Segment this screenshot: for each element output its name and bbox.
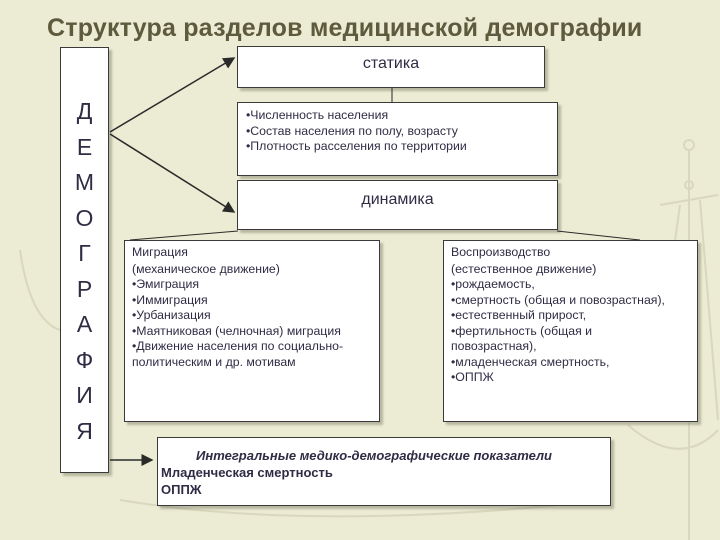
reproduction-line: •естественный прирост, [451, 308, 587, 322]
vertical-letter: А [76, 311, 93, 337]
reproduction-line: •смертность (общая и повозрастная), [451, 292, 665, 307]
vertical-letter: Я [76, 417, 93, 444]
migration-box [124, 240, 380, 422]
vertical-letter: О [75, 204, 94, 231]
migration-title: Миграция [132, 245, 188, 259]
vertical-letter: И [76, 382, 93, 408]
vertical-word-box [60, 47, 109, 473]
integral-heading: Интегральные медико-демографические показатели [196, 448, 553, 463]
migration-line: •Движение населения по социально- [132, 339, 344, 353]
statika-item: •Состав населения по полу, возрасту [246, 123, 458, 138]
vertical-letter: М [74, 169, 95, 195]
page-title: Структура разделов медицинской демографии [47, 14, 643, 42]
migration-line: •Иммиграция [132, 292, 208, 307]
reproduction-line: •младенческая смертность, [451, 354, 610, 369]
dinamika-box [237, 180, 558, 230]
statika-list-box [237, 102, 558, 176]
statika-box [237, 46, 545, 88]
statika-item: •Численность населения [246, 108, 389, 122]
integral-line: Младенческая смертность [161, 465, 333, 480]
migration-line: политическим и др. мотивам [132, 354, 296, 369]
vertical-letter: Г [78, 240, 91, 266]
reproduction-box [443, 240, 698, 422]
integral-line: ОППЖ [161, 482, 202, 497]
migration-line: •Маятниковая (челночная) миграция [132, 323, 341, 338]
reproduction-line: (естественное движение) [451, 261, 597, 276]
migration-line: (механическое движение) [132, 261, 280, 276]
dinamika-label: динамика [361, 191, 434, 208]
integral-box [157, 437, 611, 506]
statika-label: статика [362, 55, 420, 72]
reproduction-line: •ОППЖ [451, 370, 494, 384]
vertical-letter: Ф [75, 346, 94, 373]
reproduction-line: •рождаемость, [451, 277, 535, 291]
reproduction-title: Воспроизводство [451, 245, 551, 259]
statika-item: •Плотность расселения по территории [246, 139, 467, 153]
vertical-letter: Р [76, 275, 93, 302]
reproduction-line: •фертильность (общая и [451, 323, 593, 338]
migration-line: •Эмиграция [132, 277, 200, 291]
migration-line: •Урбанизация [132, 308, 211, 322]
reproduction-line: повозрастная), [451, 339, 537, 353]
vertical-letter: Д [76, 98, 93, 124]
vertical-letter: Е [76, 133, 93, 160]
